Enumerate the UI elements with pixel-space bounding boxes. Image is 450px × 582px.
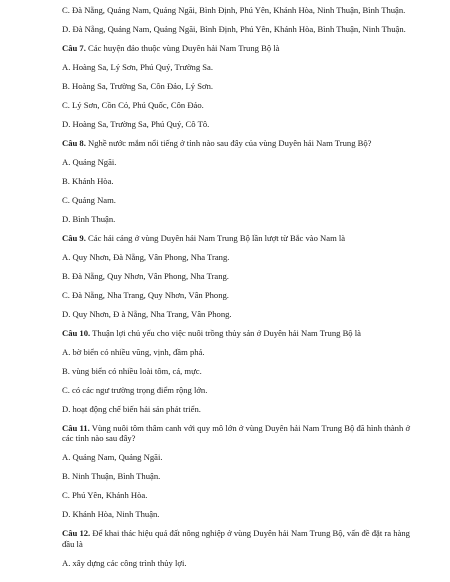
answer-option: [62, 271, 410, 281]
answer-option: [62, 195, 410, 205]
answer-option-text: D. Khánh Hòa, Ninh Thuận.: [62, 509, 160, 520]
answer-option: [62, 100, 410, 110]
answer-option: [62, 176, 410, 186]
answer-option-text: B. Đà Nẵng, Quy Nhơn, Vân Phong, Nha Trang.: [62, 271, 229, 281]
document-page: [62, 5, 410, 577]
answer-option-text: C. Phú Yên, Khánh Hòa.: [62, 490, 148, 501]
answer-option-text: B. Ninh Thuận, Bình Thuận.: [62, 471, 161, 482]
answer-option: [62, 5, 410, 15]
answer-option: [62, 452, 410, 462]
answer-option: [62, 157, 410, 167]
answer-option-text: A. bờ biển có nhiều vũng, vịnh, đầm phá.: [62, 347, 205, 357]
answer-option: [62, 471, 410, 481]
answer-option-text: B. vùng biển có nhiều loài tôm, cá, mực.: [62, 366, 202, 376]
answer-option-text: C. Lý Sơn, Cồn Cỏ, Phú Quốc, Côn Đảo.: [62, 100, 204, 110]
question-line: [62, 328, 410, 338]
answer-option-text: C. Đà Nẵng, Nha Trang, Quy Nhơn, Vân Phong.: [62, 290, 229, 300]
question-line: [62, 423, 410, 444]
answer-option-text: C. Đà Nẵng, Quảng Nam, Quảng Ngãi, Bình Định, Phú Yên, Khánh Hòa, Ninh Thuận, Bình Thuận.: [62, 5, 406, 15]
answer-option-text: D. Đà Nẵng, Quảng Nam, Quảng Ngãi, Bình Định, Phú Yên, Khánh Hòa, Bình Thuận, Ninh Thuận.: [62, 24, 406, 34]
answer-option-text: D. hoạt động chế biến hải sản phát triển.: [62, 404, 201, 414]
answer-option-text: D. Hoàng Sa, Trường Sa, Phú Quý, Cô Tô.: [62, 119, 210, 129]
answer-option: [62, 490, 410, 500]
question-line: [62, 138, 410, 148]
answer-option-text: C. Quảng Nam.: [62, 195, 116, 205]
answer-option-text: D. Bình Thuận.: [62, 214, 116, 224]
answer-option-text: A. Quảng Ngãi.: [62, 157, 117, 167]
answer-option: [62, 62, 410, 72]
question-label: Câu 8.: [62, 138, 86, 148]
answer-option: [62, 366, 410, 376]
answer-option: [62, 252, 410, 262]
answer-option: [62, 214, 410, 224]
answer-option-text: B. Khánh Hòa.: [62, 176, 114, 186]
question-text: Các hải cảng ở vùng Duyên hải Nam Trung Bộ lần lượt từ Bắc vào Nam là: [85, 233, 346, 243]
answer-option-text: D. Quy Nhơn, Đ à Nẵng, Nha Trang, Vân Phong.: [62, 309, 232, 319]
question-line: [62, 43, 410, 53]
question-label: Câu 12.: [62, 528, 91, 539]
question-text: Để khai thác hiệu quả đất nông nghiệp ở vùng Duyên hải Nam Trung Bộ, vấn đề đặt ra hàng đầu là: [62, 528, 410, 549]
answer-option: [62, 404, 410, 414]
question-label: Câu 9.: [62, 233, 86, 243]
question-text: Thuận lợi chủ yếu cho việc nuôi trồng thủy sản ở Duyên hải Nam Trung Bộ là: [90, 328, 361, 338]
answer-option: [62, 558, 410, 568]
answer-option: [62, 309, 410, 319]
question-text: Nghề nước mắm nổi tiếng ở tỉnh nào sau đây của vùng Duyên hải Nam Trung Bộ?: [85, 138, 372, 148]
answer-option-text: A. xây dựng các công trình thủy lợi.: [62, 557, 187, 568]
answer-option-text: A. Quảng Nam, Quảng Ngãi.: [62, 452, 163, 463]
question-label: Câu 7.: [62, 43, 86, 53]
answer-option-text: A. Hoàng Sa, Lý Sơn, Phú Quý, Trường Sa.: [62, 62, 214, 72]
answer-option-text: B. Hoàng Sa, Trường Sa, Côn Đảo, Lý Sơn.: [62, 81, 214, 91]
answer-option: [62, 347, 410, 357]
question-line: [62, 528, 410, 549]
question-line: [62, 233, 410, 243]
answer-option: [62, 385, 410, 395]
question-text: Các huyện đảo thuộc vùng Duyên hải Nam Trung Bộ là: [85, 43, 280, 53]
answer-option-text: C. có các ngư trường trọng điểm rộng lớn.: [62, 385, 208, 395]
question-label: Câu 10.: [62, 328, 91, 338]
answer-option: [62, 24, 410, 34]
answer-option: [62, 509, 410, 519]
question-label: Câu 11.: [62, 423, 90, 433]
answer-option: [62, 119, 410, 129]
answer-option-text: A. Quy Nhơn, Đà Nẵng, Vân Phong, Nha Trang.: [62, 252, 230, 262]
question-text: Vùng nuôi tôm thâm canh với quy mô lớn ở vùng Duyên hải Nam Trung Bộ đã hình thành ở các tỉnh nào sau đây?: [62, 423, 410, 444]
answer-option: [62, 81, 410, 91]
answer-option: [62, 290, 410, 300]
